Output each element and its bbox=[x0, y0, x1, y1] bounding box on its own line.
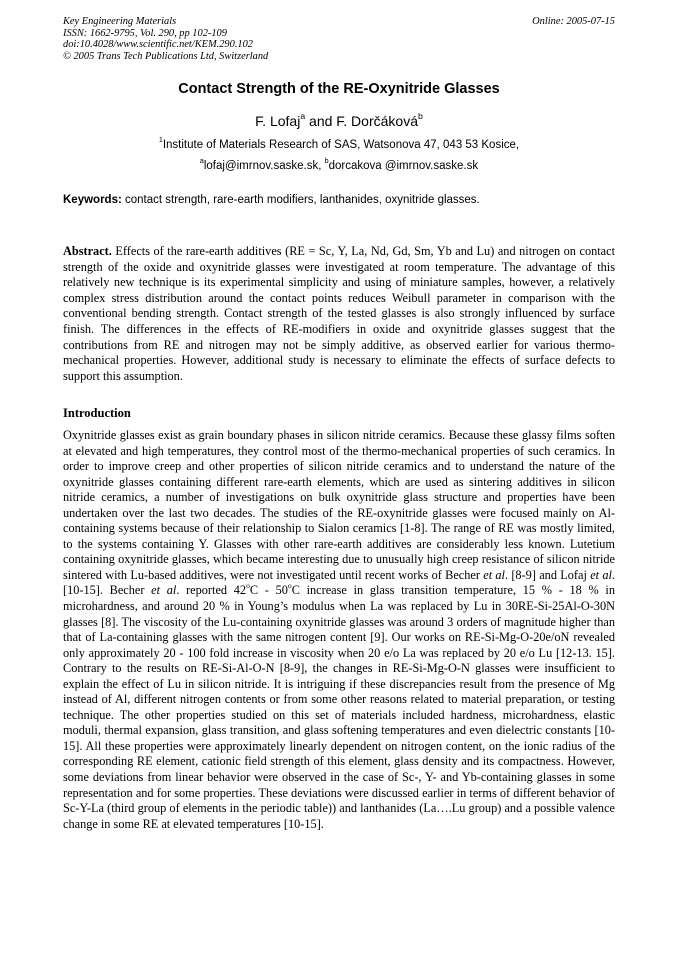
doi-line: doi:10.4028/www.scientific.net/KEM.290.102 bbox=[63, 39, 253, 50]
abstract bbox=[63, 244, 615, 384]
keywords bbox=[63, 194, 618, 206]
affiliation-text: Institute of Materials Research of SAS, Watsonova 47, 043 53 Kosice, bbox=[162, 139, 520, 151]
degree-marker-1: o bbox=[246, 581, 250, 591]
affiliation bbox=[0, 136, 678, 151]
email-1: lofaj@imrnov.saske.sk, bbox=[203, 160, 325, 172]
affiliation-marker: 1 bbox=[158, 136, 163, 145]
email-2: dorcakova @imrnov.saske.sk bbox=[328, 160, 479, 172]
intro-text-1: Oxynitride glasses exist as grain boundary phases in silicon nitride ceramics. Because these glassy films soften at elevated and high temperatures, they control most of the thermo-mechanical properties of such ceramics. In order to improve creep and other properties of silicon nitride ceramics and to understand the nature of the oxynitride glasses containing different rare-earth elements, which are used as sintering additives in silicon nitride ceramics, a number of investigations on bulk oxynitride glass structure and properties have been undertaken over the last two decades. The studies of the RE-oxynitride glasses were focused mainly on Al-containing systems because of their relationship to Sialon ceramics [1-8]. The range of RE was mostly limited, to the systems containing Y. Glasses with other rare-earth additives are considerably less known. Lutetium containing oxynitride glasses, which became interesting due to unusually high creep resistance of silicon nitride sintered with Lu-based additives, were not investigated until recent works of Becher bbox=[63, 428, 615, 582]
intro-etal-1: et al bbox=[483, 567, 505, 582]
author-connector: and bbox=[305, 113, 337, 129]
copyright-line: © 2005 Trans Tech Publications Ltd, Switzerland bbox=[63, 50, 269, 62]
journal-name: Key Engineering Materials bbox=[63, 16, 177, 27]
keywords-label: Keywords: bbox=[63, 194, 122, 206]
email-line bbox=[0, 157, 678, 172]
abstract-label: Abstract. bbox=[63, 244, 112, 258]
intro-text-5: C - 50 bbox=[249, 583, 288, 598]
intro-etal-2: et al bbox=[590, 567, 612, 582]
intro-etal-3: et al bbox=[151, 583, 177, 598]
author-2: F. Dorčáková bbox=[336, 113, 418, 129]
online-date: Online: 2005-07-15 bbox=[532, 16, 615, 27]
paper-title: Contact Strength of the RE-Oxynitride Glasses bbox=[178, 81, 500, 97]
degree-marker-2: o bbox=[287, 581, 292, 591]
intro-text-6: C increase in glass transition temperature, 15 % - 18 % in microhardness, and around 20 % in Young’s modulus when La was replaced by Lu in 30RE-Si-25Al-O-30N glasses [8]. The viscosity of the Lu-containing oxynitride glasses was around 3 orders of magnitude higher than that of La-containing glasses with the same nitrogen content [9]. Our works on RE-Si-Mg-O-20e/oN revealed only approximately 20 - 100 fold increase in viscosity when 20 e/o La was replaced by 20 e/o Lu [12-13. 15]. Contrary to the results on RE-Si-Al-O-N [8-9], the changes in RE-Si-Mg-O-N glasses were insufficient to explain the effect of Lu in silicon nitride. It is intriguing if these discrepancies result from the presence of Mg instead of Al, different nitrogen contents or from some other reasons related to material preparation, or testing technique. The other properties studied on this set of materials included hardness, microhardness, elastic moduli, thermal expansion, glass transition, and glass softening temperatures and even dielectric constants [10-15]. All these properties were approximately linearly dependent on nitrogen content, on the ionic radius of the corresponding RE element, cationic field strength of this element, glass density and its compactness. However, some deviations from linear behavior were observed in the case of Sc-, Y- and Yb-containing glasses in some representation and for some properties. These deviations were discussed earlier in terms of different behavior of Sc-Y-La (third group of elements in the periodic table)) and lanthanides (La….Lu group) and a possible valence change in some RE at elevated temperatures [10-15]. bbox=[63, 583, 615, 831]
section-heading-introduction: Introduction bbox=[63, 406, 131, 420]
keywords-text: contact strength, rare-earth modifiers, lanthanides, oxynitride glasses. bbox=[121, 194, 480, 206]
abstract-text: Effects of the rare-earth additives (RE = Sc, Y, La, Nd, Gd, Sm, Yb and Lu) and nitrogen on contact strength of the oxide and oxynitride glasses were investigated at room temperature. The advantage of this relatively new technique is its experimental simplicity and using of miniature samples, however, a relatively complex stress distribution around the contact points reduces Weibull parameter in comparison with the conventional bending strength. Contact strength of the tested glasses is also strongly influenced by surface finish. The differences in the effects of RE-modifiers in oxide and oxynitride glasses suggest that the contributions from RE and nitrogen may not be simply additive, as observed earlier for various thermo-mechanical properties. However, additional study is necessary to eliminate the effects of surface defects to support this assumption. bbox=[63, 244, 615, 383]
journal-header bbox=[63, 16, 268, 62]
email-2-marker: b bbox=[324, 157, 329, 166]
intro-text-2: . [8-9] and Lofaj bbox=[504, 567, 591, 582]
author-2-marker: b bbox=[417, 111, 423, 122]
intro-text-3: . [10-15]. Becher bbox=[63, 567, 615, 598]
author-1-marker: a bbox=[300, 111, 306, 122]
email-1-marker: a bbox=[199, 157, 204, 166]
intro-text-4: . reported 42 bbox=[176, 583, 247, 598]
author-line bbox=[0, 113, 678, 129]
author-1: F. Lofaj bbox=[255, 113, 301, 129]
issn-line: ISSN: 1662-9795, Vol. 290, pp 102-109 bbox=[63, 27, 227, 39]
introduction-paragraph bbox=[63, 428, 615, 832]
